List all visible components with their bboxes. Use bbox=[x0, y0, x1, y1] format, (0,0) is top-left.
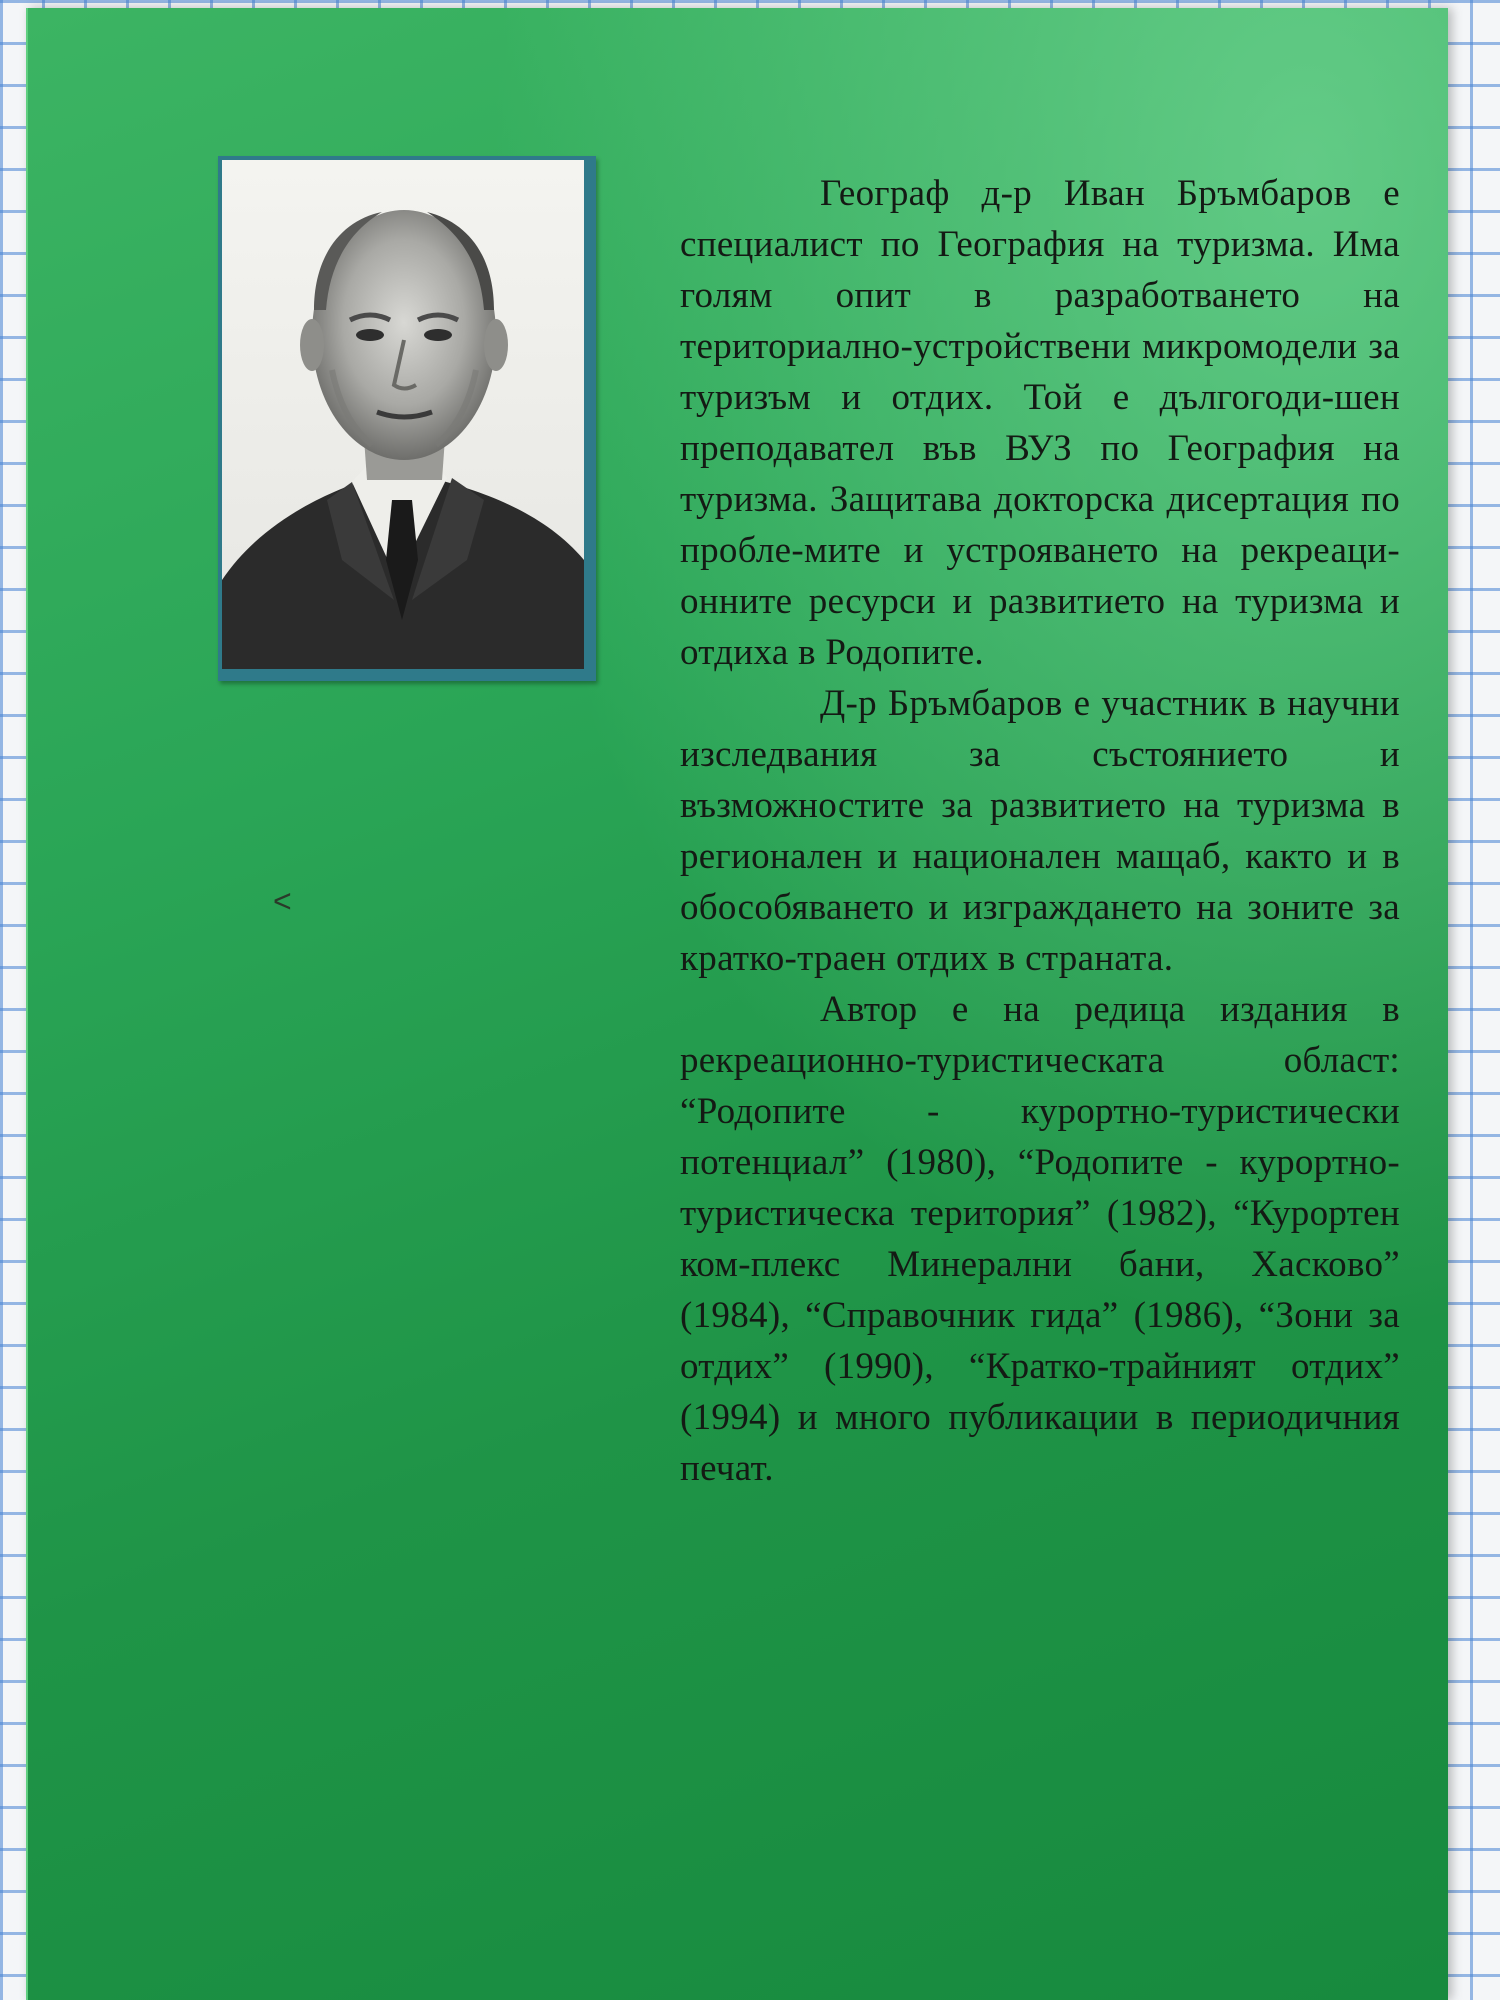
cover-edge-mark: < bbox=[273, 883, 292, 919]
bio-paragraph-1: Географ д-р Иван Бръмбаров е специалист по География на туризма. Има голям опит в разработването на териториално-устройствени микромодели за туризъм и отдих. Той е дългогоди-шен преподавател във ВУЗ по География на туризма. Защитава докторска дисертация по пробле-мите и устрояването на рекреаци-онните ресурси и развитието на туризма и отдиха в Родопите. bbox=[680, 173, 1400, 673]
bio-paragraph-2: Д-р Бръмбаров е участник в научни изследвания за състоянието и възможностите за развитието на туризма в регионален и национален мащаб, както и в обособяването и изграждането на зоните за кратко-траен отдих в страната. bbox=[680, 683, 1400, 979]
author-portrait bbox=[222, 160, 584, 669]
book-back-cover bbox=[26, 8, 1448, 2000]
author-biography bbox=[680, 168, 1400, 1494]
bio-paragraph-3: Автор е на редица издания в рекреационно-туристическата област: “Родопите - курортно-туристически потенциал” (1980), “Родопите - курортно-туристическа територия” (1982), “Курортен ком-плекс Минерални бани, Хасково” (1984), “Справочник гида” (1986), “Зони за отдих” (1990), “Кратко-трайният отдих” (1994) и много публикации в периодичния печат. bbox=[680, 989, 1400, 1489]
author-photo-frame bbox=[218, 156, 596, 681]
portrait-image bbox=[222, 160, 584, 669]
